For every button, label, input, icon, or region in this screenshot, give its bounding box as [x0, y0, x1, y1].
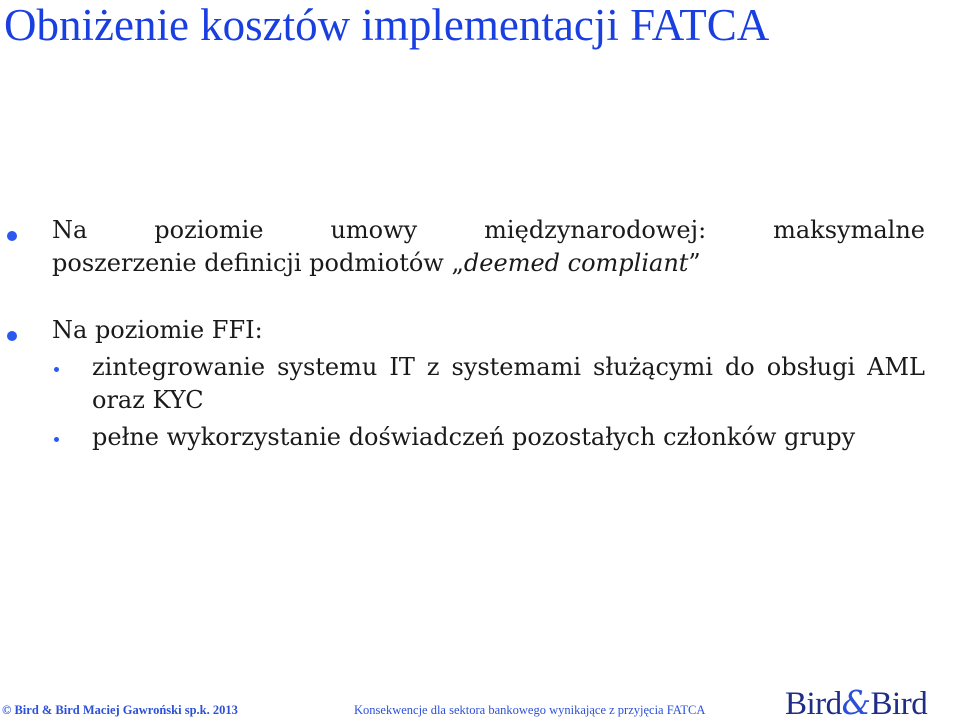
footer-copyright: © Bird & Bird Maciej Gawroński sp.k. 2013 — [2, 703, 238, 717]
subitem-it-integration — [92, 351, 925, 417]
sub-bullet-dot-icon — [54, 367, 59, 372]
bullet-treaty-line1: Na poziomie umowy międzynarodowej: maksymalne — [52, 216, 925, 244]
deemed-compliant-term: deemed compliant — [463, 249, 689, 277]
slide-footer — [0, 681, 960, 727]
slide-title: Obniżenie kosztów implementacji FATCA — [4, 0, 770, 50]
sub-bullet-dot-icon — [54, 437, 59, 442]
bird-and-bird-logo: Bird&Bird — [785, 683, 928, 722]
footer-caption: Konsekwencje dla sektora bankowego wynikające z przyjęcia FATCA — [354, 703, 706, 717]
subitem-text: zintegrowanie systemu IT z systemami służącymi do obsługi AML oraz KYC — [92, 353, 925, 414]
bullet-treaty-line2: poszerzenie definicji podmiotów „deemed compliant” — [52, 249, 701, 277]
bullet-ffi-label: Na poziomie FFI: — [52, 316, 263, 344]
slide-body — [0, 214, 960, 454]
bullet-dot-icon — [7, 231, 17, 241]
subitem-group-experience — [92, 421, 925, 454]
subitem-text: pełne wykorzystanie doświadczeń pozostałych członków grupy — [92, 423, 856, 451]
bullet-treaty-level — [52, 214, 925, 280]
bullet-dot-icon — [7, 331, 17, 341]
bullet-ffi-level — [52, 314, 925, 347]
